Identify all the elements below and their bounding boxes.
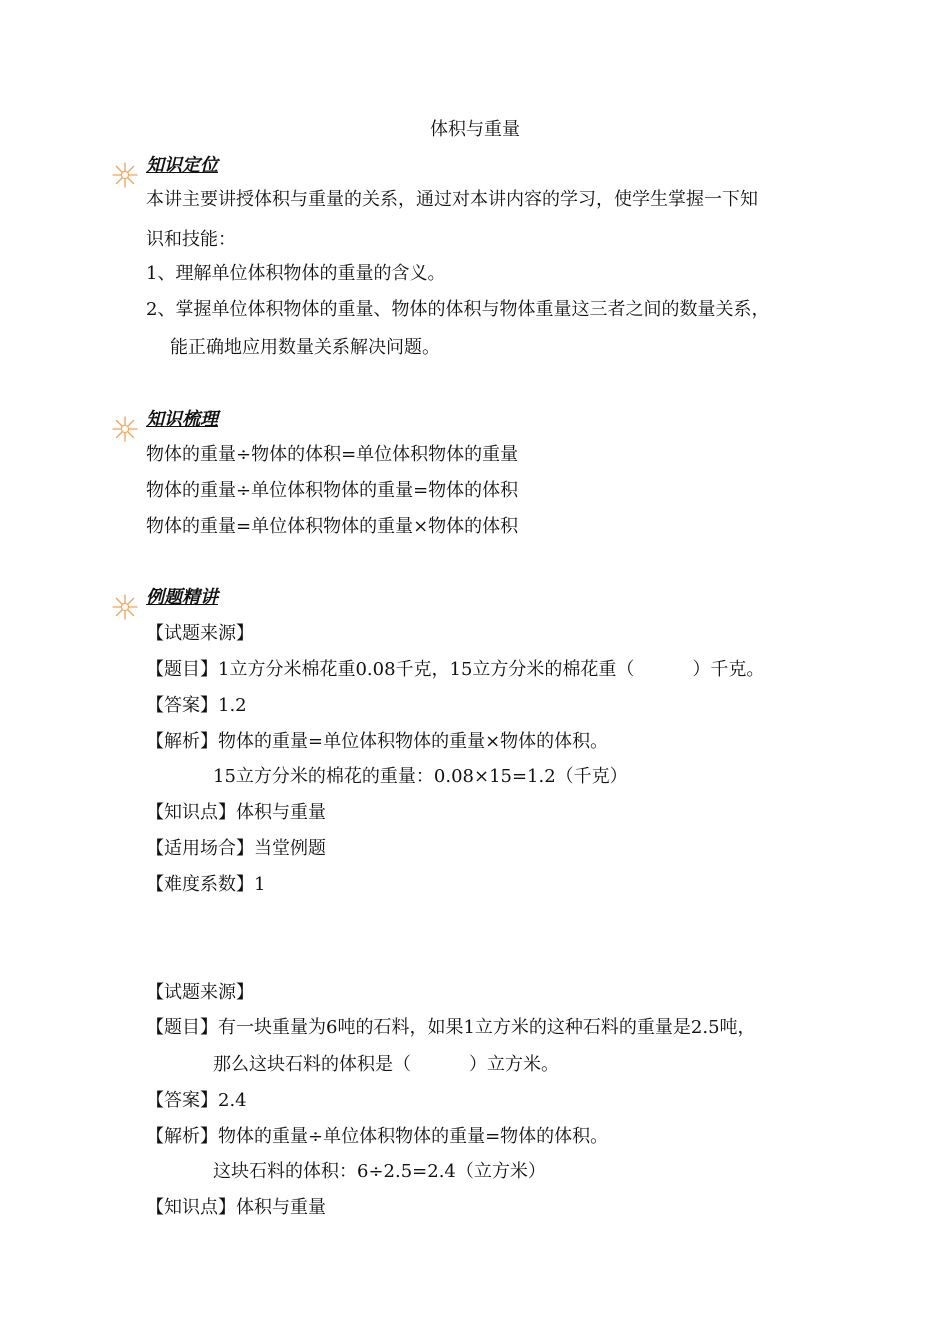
- example1-knowledge-point: 【知识点】体积与重量: [146, 802, 326, 823]
- example1-occasion: 【适用场合】当堂例题: [146, 838, 326, 859]
- example2-question-unit: ）立方米。: [469, 1054, 559, 1075]
- intro-text: 本讲主要讲授体积与重量的关系，通过对本讲内容的学习，使学生掌握一下知: [146, 189, 758, 210]
- section-heading-review: 知识梳理: [146, 409, 218, 430]
- formula-line: 物体的重量÷单位体积物体的重量=物体的体积: [146, 480, 519, 501]
- formula-line: 物体的重量=单位体积物体的重量×物体的体积: [146, 516, 519, 537]
- objective-item-1: 1、理解单位体积物体的重量的含义。: [146, 263, 446, 284]
- example2-analysis-calculation: 这块石料的体积：6÷2.5=2.4（立方米）: [213, 1161, 546, 1182]
- example2-knowledge-point: 【知识点】体积与重量: [146, 1197, 326, 1218]
- example1-difficulty: 【难度系数】1: [146, 874, 266, 895]
- page-title: 体积与重量: [430, 119, 520, 140]
- example2-source: 【试题来源】: [146, 982, 254, 1003]
- example2-question-text: 那么这块石料的体积是（: [213, 1054, 411, 1075]
- example1-analysis-calculation: 15立方分米的棉花的重量：0.08×15=1.2（千克）: [213, 766, 628, 787]
- example1-question: [146, 658, 764, 682]
- sparkle-icon: [112, 594, 138, 620]
- sparkle-icon: [112, 416, 138, 442]
- example1-question-text: 【题目】1立方分米棉花重0.08千克，15立方分米的棉花重（: [146, 659, 635, 680]
- example1-analysis: 【解析】物体的重量=单位体积物体的重量×物体的体积。: [146, 731, 609, 752]
- example2-question-continued: [213, 1053, 559, 1077]
- example2-analysis: 【解析】物体的重量÷单位体积物体的重量=物体的体积。: [146, 1126, 609, 1147]
- formula-line: 物体的重量÷物体的体积=单位体积物体的重量: [146, 444, 519, 465]
- example1-source: 【试题来源】: [146, 623, 254, 644]
- example2-answer: 【答案】2.4: [146, 1090, 247, 1111]
- example1-answer: 【答案】1.2: [146, 695, 247, 716]
- objective-item-2: 2、掌握单位体积物体的重量、物体的体积与物体重量这三者之间的数量关系，: [146, 299, 770, 320]
- example2-question: 【题目】有一块重量为6吨的石料，如果1立方米的这种石料的重量是2.5吨，: [146, 1017, 756, 1038]
- objective-item-2-continued: 能正确地应用数量关系解决问题。: [170, 337, 440, 358]
- section-heading-positioning: 知识定位: [146, 155, 218, 176]
- example1-question-unit: ）千克。: [692, 659, 765, 680]
- section-heading-examples: 例题精讲: [146, 587, 218, 608]
- intro-text-continued: 识和技能：: [146, 229, 236, 250]
- sparkle-icon: [112, 162, 138, 188]
